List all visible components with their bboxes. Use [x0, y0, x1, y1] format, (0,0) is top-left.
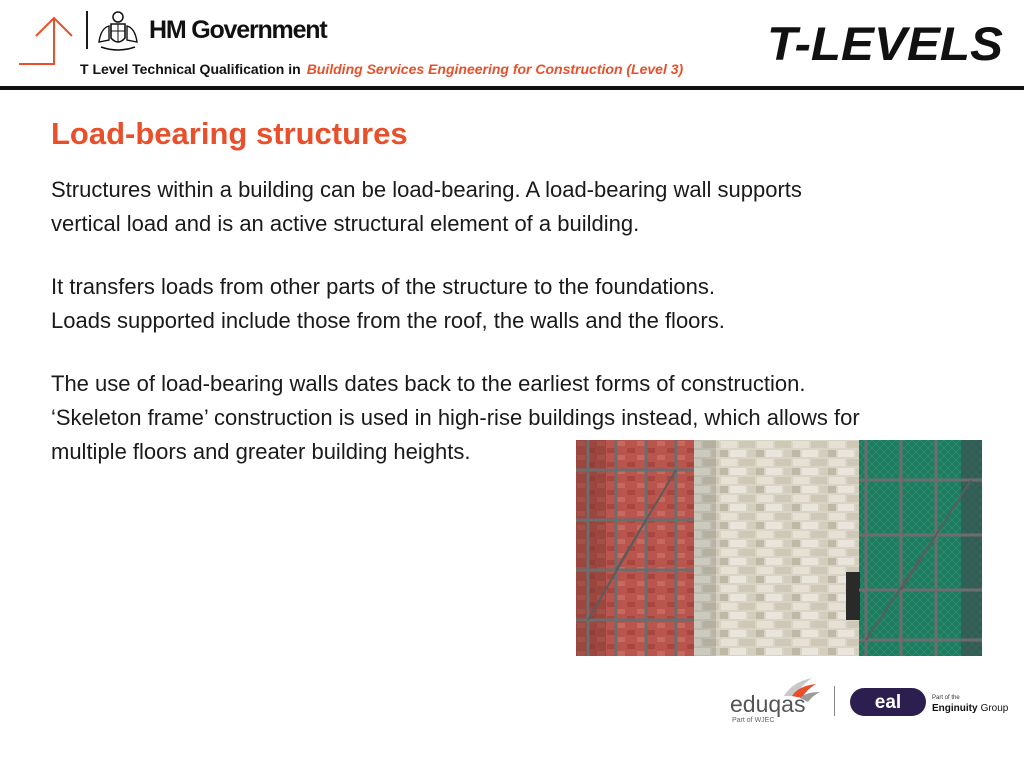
slide-title: Load-bearing structures [51, 116, 408, 151]
royal-crest-icon [95, 10, 141, 52]
eal-logo [850, 688, 926, 716]
eduqas-logo-text: eduqas [730, 691, 806, 717]
paragraph-1 [51, 173, 1001, 241]
arrow-up-logo-icon [16, 12, 80, 70]
enginuity-name: Enginuity [932, 703, 978, 714]
paragraph-line: Structures within a building can be load-bearing. A load-bearing wall supports [51, 177, 802, 202]
enginuity-group-logo [930, 691, 1008, 715]
eduqas-logo [728, 676, 822, 724]
t-levels-logo-text: T-LEVELS [767, 17, 1003, 68]
scaffolding-wall-photo [576, 440, 982, 656]
paragraph-2 [51, 270, 1001, 338]
hm-government-label: HM Government [149, 16, 327, 44]
eal-logo-text: eal [874, 692, 902, 713]
enginuity-group: Group [980, 703, 1008, 714]
header-rule [0, 86, 1024, 90]
enginuity-small-text: Part of the [932, 695, 960, 701]
qualification-subject: Building Services Engineering for Construction (Level 3) [306, 61, 684, 77]
eduqas-logo-subtext: Part of WJEC [732, 717, 775, 724]
paragraph-line: It transfers loads from other parts of the structure to the foundations. [51, 274, 716, 299]
header-divider [86, 11, 88, 49]
paragraph-line: vertical load and is an active structural element of a building. [51, 211, 640, 236]
t-levels-logo [765, 14, 1007, 68]
footer-divider [834, 686, 835, 716]
paragraph-line: ‘Skeleton frame’ construction is used in high-rise buildings instead, which allows for [51, 405, 860, 430]
svg-text:EnginuityGroup [932, 703, 1008, 714]
paragraph-line: Loads supported include those from the roof, the walls and the floors. [51, 308, 725, 333]
paragraph-line: The use of load-bearing walls dates back to the earliest forms of construction. [51, 371, 806, 396]
qualification-prefix: T Level Technical Qualification in [80, 61, 301, 77]
paragraph-line: multiple floors and greater building heights. [51, 439, 471, 464]
qualification-line [80, 61, 683, 77]
